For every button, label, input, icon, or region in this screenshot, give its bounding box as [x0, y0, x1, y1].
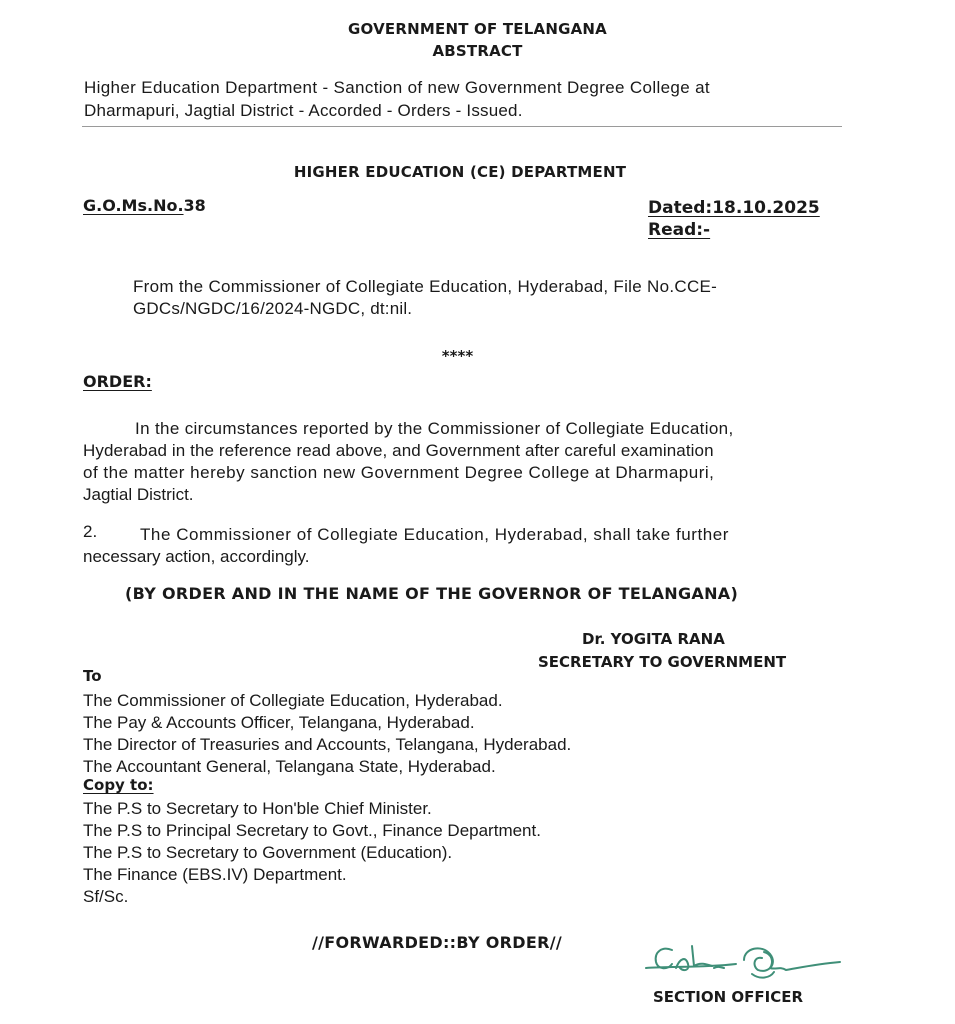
- copy-recipient: The P.S to Secretary to Hon'ble Chief Minister.: [83, 799, 432, 818]
- section-officer: SECTION OFFICER: [653, 988, 804, 1006]
- government-title: GOVERNMENT OF TELANGANA: [348, 20, 607, 38]
- to-recipient: The Commissioner of Collegiate Education, Hyderabad.: [83, 691, 503, 710]
- to-recipient: The Accountant General, Telangana State, Hyderabad.: [83, 757, 496, 776]
- read-label: Read:-: [648, 220, 711, 240]
- copy-to-list: [83, 798, 541, 908]
- abstract-line-2: Dharmapuri, Jagtial District - Accorded - Orders - Issued.: [84, 101, 523, 120]
- copy-recipient: Sf/Sc.: [83, 887, 129, 906]
- department-title: HIGHER EDUCATION (CE) DEPARTMENT: [293, 163, 627, 181]
- signatory-name: Dr. YOGITA RANA: [582, 630, 725, 648]
- order-para1-line-3: of the matter hereby sanction new Government Degree College at Dharmapuri,: [83, 463, 715, 482]
- to-recipient: The Pay & Accounts Officer, Telangana, Hyderabad.: [83, 713, 475, 732]
- abstract-line-1: Higher Education Department - Sanction of new Government Degree College at: [84, 78, 710, 97]
- order-para1-line-2: Hyderabad in the reference read above, and Government after careful examination: [83, 441, 714, 460]
- copy-recipient: The P.S to Principal Secretary to Govt., Finance Department.: [83, 821, 541, 840]
- authority-line: (BY ORDER AND IN THE NAME OF THE GOVERNOR OF TELANGANA): [125, 584, 739, 603]
- copy-recipient: The P.S to Secretary to Government (Education).: [83, 843, 453, 862]
- go-number: [83, 196, 206, 215]
- signatory-title: SECRETARY TO GOVERNMENT: [538, 653, 787, 671]
- copy-to-label: Copy to:: [83, 776, 154, 794]
- go-number-value: 38: [183, 196, 206, 215]
- separator-stars: ****: [441, 347, 474, 365]
- order-para1-line-1: In the circumstances reported by the Commissioner of Collegiate Education,: [135, 419, 734, 438]
- copy-recipient: The Finance (EBS.IV) Department.: [83, 865, 347, 884]
- go-date: Dated:18.10.2025: [648, 198, 820, 218]
- to-list: [83, 690, 571, 778]
- to-recipient: The Director of Treasuries and Accounts, Telangana, Hyderabad.: [83, 735, 572, 754]
- forwarded-by-order: //FORWARDED::BY ORDER//: [312, 933, 562, 952]
- to-label: To: [83, 667, 102, 685]
- order-para1-line-4: Jagtial District.: [83, 485, 194, 504]
- reference-line-1: From the Commissioner of Collegiate Education, Hyderabad, File No.CCE-: [133, 277, 718, 296]
- abstract-divider: [82, 126, 842, 127]
- abstract-label: ABSTRACT: [432, 42, 523, 60]
- order-heading: ORDER:: [83, 372, 152, 391]
- order-para2-line-1: The Commissioner of Collegiate Education, Hyderabad, shall take further: [140, 525, 729, 544]
- order-para2-number: 2.: [83, 522, 98, 541]
- reference-line-2: GDCs/NGDC/16/2024-NGDC, dt:nil.: [133, 299, 413, 318]
- order-para2-line-2: necessary action, accordingly.: [83, 547, 310, 566]
- signature-icon: [640, 940, 875, 990]
- go-number-label: G.O.Ms.No.: [83, 196, 184, 215]
